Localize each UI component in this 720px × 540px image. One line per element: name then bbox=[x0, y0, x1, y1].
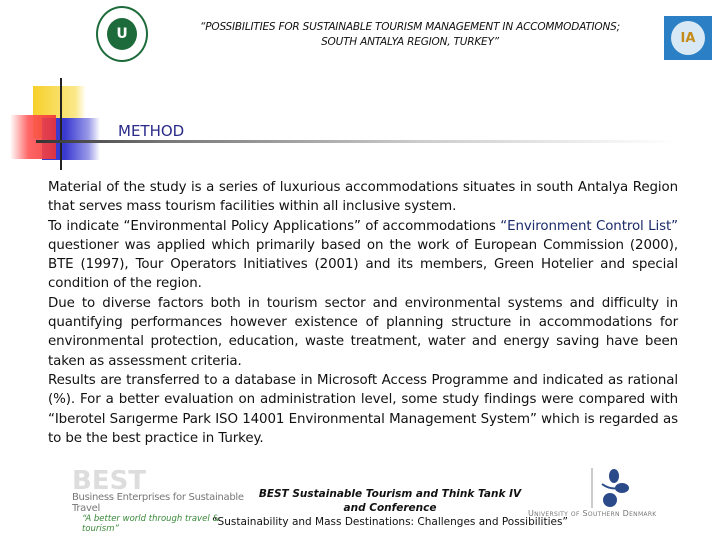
decor-red-square bbox=[10, 115, 56, 159]
conf-line-2: and Conference bbox=[343, 502, 437, 514]
section-heading: METHOD bbox=[118, 122, 185, 140]
paragraph-3: Due to diverse factors both in tourism sector and environmental systems and difficulty in quantifying performances however existence of planning structure in accommodations for environmental protection, education, waste treatment, water and energy saving have been taken as assessment criteria. bbox=[48, 295, 678, 369]
decor-horizontal-line bbox=[36, 140, 676, 143]
slide-header-title bbox=[150, 20, 670, 50]
p2-text-a: To indicate “Environmental Policy Applications” of accommodations bbox=[48, 218, 501, 234]
body-text bbox=[48, 178, 678, 448]
best-name: Business Enterprises for Sustainable Travel bbox=[72, 492, 244, 514]
university-logo-left: U bbox=[96, 6, 148, 62]
paragraph-4: Results are transferred to a database in Microsoft Access Programme and indicated as rational (%). For a better evaluation on administration level, some study findings were compared with “Iberotel Sarıgerme Park ISO 14001 Environmental Management System” which is regarded as to be the best practice in Turkey. bbox=[48, 372, 678, 446]
conf-line-1: BEST Sustainable Tourism and Think Tank IV bbox=[258, 488, 522, 500]
leaf-icon bbox=[590, 468, 630, 508]
best-tagline: “A better world through travel & tourism” bbox=[82, 514, 220, 534]
university-logo-right: IA bbox=[664, 16, 712, 60]
paragraph-2 bbox=[48, 217, 678, 294]
conference-info bbox=[200, 487, 580, 529]
title-line-1: “POSSIBILITIES FOR SUSTAINABLE TOURISM MANAGEMENT IN ACCOMMODATIONS; bbox=[200, 21, 620, 33]
decor-vertical-line bbox=[60, 78, 62, 170]
best-logo-text: BEST bbox=[72, 466, 147, 496]
conf-line-3: “Sustainability and Mass Destinations: Challenges and Possibilities” bbox=[212, 516, 568, 528]
paragraph-1: Material of the study is a series of luxurious accommodations situates in south Antalya Region that serves mass tourism facilities within all inclusive system. bbox=[48, 180, 678, 215]
p2-highlight: “Environment Control List” bbox=[500, 218, 678, 234]
sdu-name: University of Southern Denmark bbox=[528, 509, 657, 518]
title-line-2: SOUTH ANTALYA REGION, TURKEY” bbox=[321, 36, 499, 48]
p2-text-c: questioner was applied which primarily based on the work of European Commission (2000), BTE (1997), Tour Operators Initiatives (2001) and its members, Green Hotelier and special condition of the region. bbox=[48, 237, 678, 292]
